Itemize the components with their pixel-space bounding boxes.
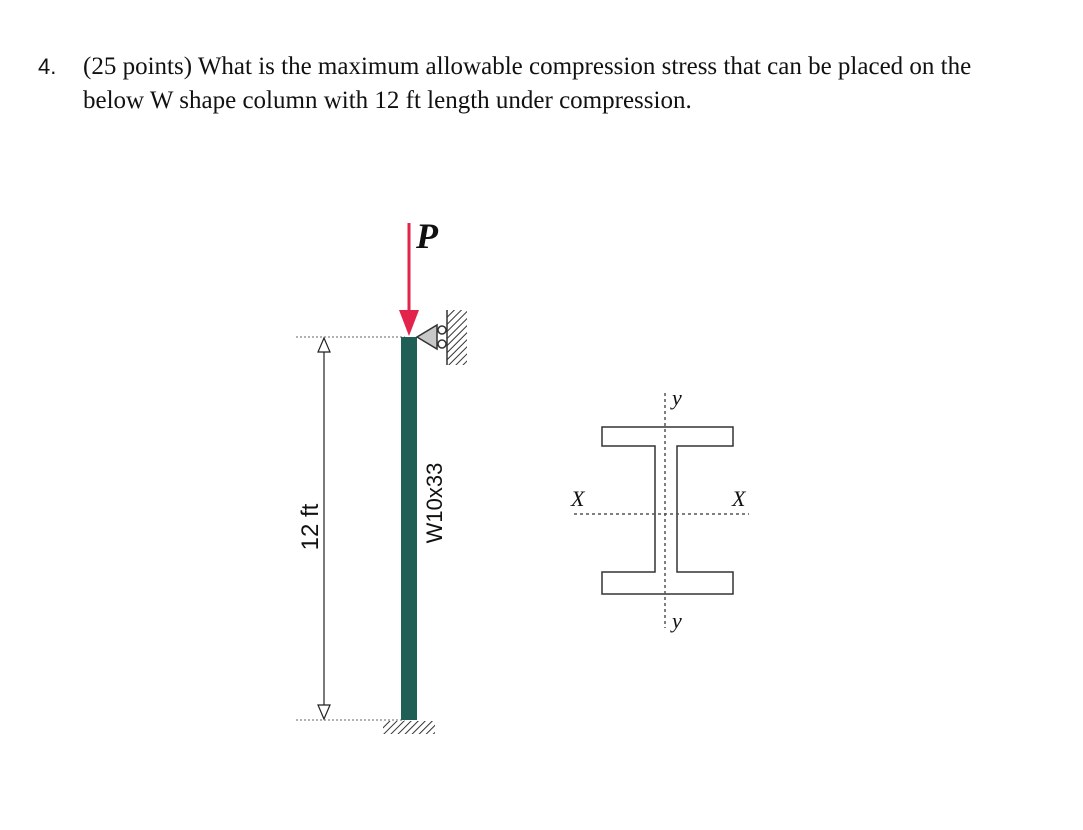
length-dimension [296,337,405,720]
y-axis-label-top: y [672,385,682,410]
load-label: P [416,216,438,256]
w-section-icon [602,427,733,594]
dimension-arrow-bottom [318,705,330,719]
question-text-line-1: (25 points) What is the maximum allowable compression stress that can be placed on the [83,53,972,80]
y-axis-label-bottom: y [672,608,682,633]
column-member [401,337,417,720]
question-text-line-2: below W shape column with 12 ft length under compression. [83,87,692,114]
section-label: W10x33 [422,462,447,544]
x-axis-label-right: X [732,486,746,511]
fixed-support-icon [383,721,435,734]
roller-support-icon [417,310,467,365]
question-number: 4. [38,54,57,79]
length-label: 12 ft [297,503,324,551]
dimension-arrow-top [318,338,330,352]
x-axis-label-left: X [571,486,585,511]
